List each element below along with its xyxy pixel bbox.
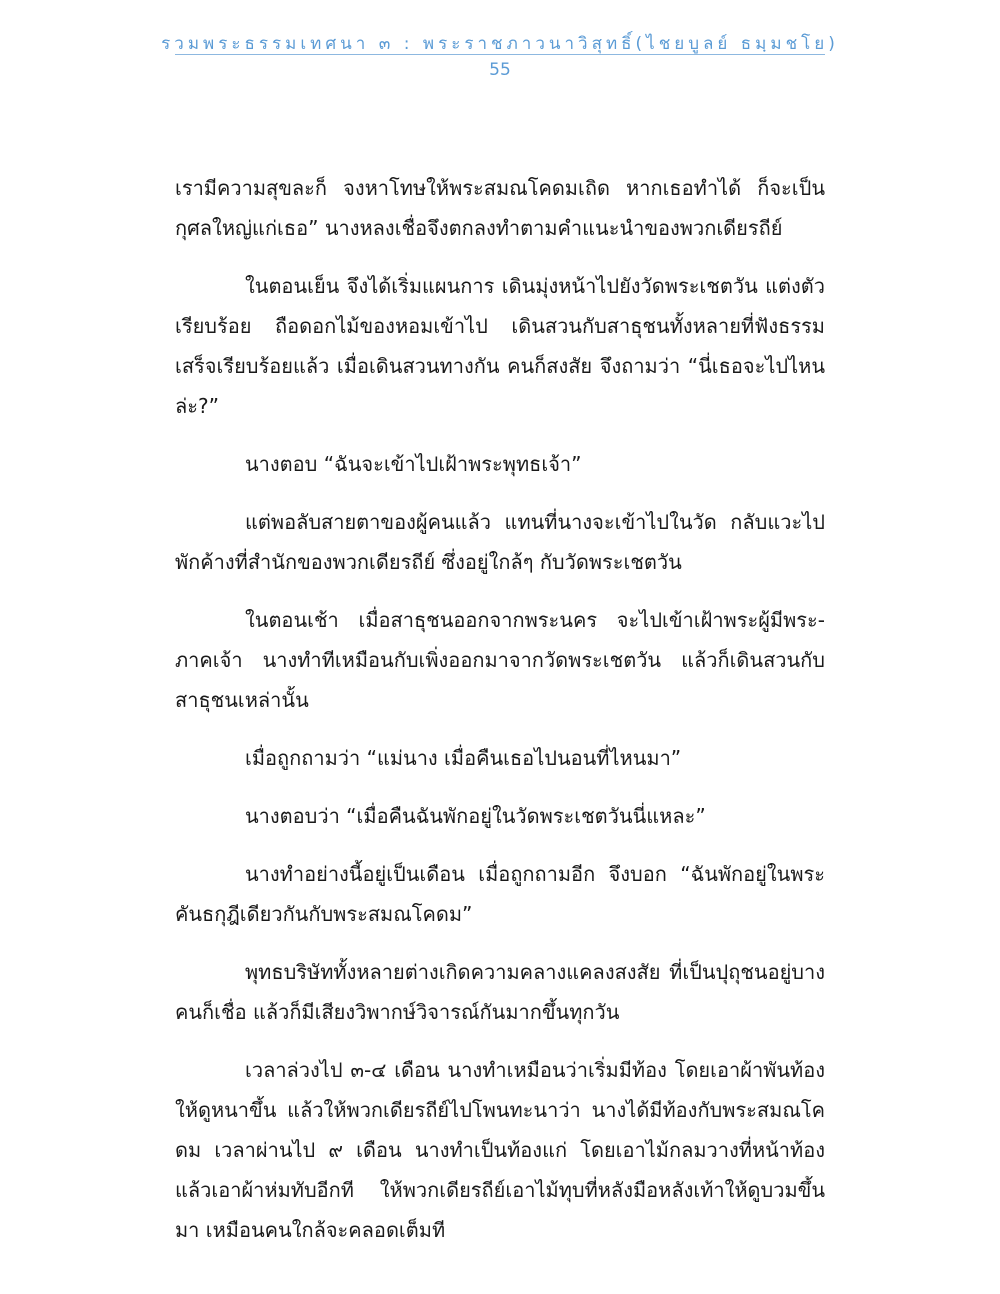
paragraph: เรามีความสุขละก็ จงหาโทษให้พระสมณโคดมเถิด หากเธอทำได้ ก็จะเป็นกุศลใหญ่แก่เธอ” นางหลงเชื่อจึงตกลงทำตามคำแนะนำของพวกเดียรถีย์: [175, 176, 825, 240]
page-number: 55: [489, 60, 511, 80]
paragraph: เมื่อถูกถามว่า “แม่นาง เมื่อคืนเธอไปนอนที่ไหนมา”: [245, 746, 682, 770]
paragraph: นางทำอย่างนี้อยู่เป็นเดือน เมื่อถูกถามอีก จึงบอก “ฉันพักอยู่ในพระคันธกุฎีเดียวกันกับพระสมณโคดม”: [175, 862, 825, 926]
paragraph: นางตอบว่า “เมื่อคืนฉันพักอยู่ในวัดพระเชตวันนี่แหละ”: [245, 804, 706, 828]
running-header: รวมพระธรรมเทศนา ๓ : พระราชภาวนาวิสุทธิ์(ไชยบูลย์ ธมฺมชโย): [161, 34, 839, 54]
header-divider: [175, 54, 825, 55]
paragraph: นางตอบ “ฉันจะเข้าไปเฝ้าพระพุทธเจ้า”: [245, 452, 582, 476]
paragraph: เวลาล่วงไป ๓-๔ เดือน นางทำเหมือนว่าเริ่มมีท้อง โดยเอาผ้าพันท้องให้ดูหนาขึ้น แล้วให้พวกเดียรถีย์ไปโพนทะนาว่า นางได้มีท้องกับพระสมณโคดม เวลาผ่านไป ๙ เดือน นางทำเป็นท้องแก่ โดยเอาไม้กลมวางที่หน้าท้อง แล้วเอาผ้าห่มทับอีกที ให้พวกเดียรถีย์เอาไม้ทุบที่หลังมือหลังเท้าให้ดูบวมขึ้นมา เหมือนคนใกล้จะคลอดเต็มที: [175, 1058, 825, 1242]
paragraph: ในตอนเช้า เมื่อสาธุชนออกจากพระนคร จะไปเข้าเฝ้าพระผู้มีพระ-ภาคเจ้า นางทำทีเหมือนกับเพิ่งออกมาจากวัดพระเชตวัน แล้วก็เดินสวนกับสาธุชนเหล่านั้น: [175, 608, 825, 712]
paragraph: แต่พอลับสายตาของผู้คนแล้ว แทนที่นางจะเข้าไปในวัด กลับแวะไปพักค้างที่สำนักของพวกเดียรถีย์ ซึ่งอยู่ใกล้ๆ กับวัดพระเชตวัน: [175, 510, 825, 574]
paragraph: พุทธบริษัททั้งหลายต่างเกิดความคลางแคลงสงสัย ที่เป็นปุถุชนอยู่บางคนก็เชื่อ แล้วก็มีเสียงวิพากษ์วิจารณ์กันมากขึ้นทุกวัน: [175, 960, 825, 1024]
paragraph: ในตอนเย็น จึงได้เริ่มแผนการ เดินมุ่งหน้าไปยังวัดพระเชตวัน แต่งตัวเรียบร้อย ถือดอกไม้ของหอมเข้าไป เดินสวนกับสาธุชนทั้งหลายที่ฟังธรรมเสร็จเรียบร้อยแล้ว เมื่อเดินสวนทางกัน คนก็สงสัย จึงถามว่า “นี่เธอจะไปไหนล่ะ?”: [175, 274, 825, 418]
page-body: [175, 168, 825, 1268]
